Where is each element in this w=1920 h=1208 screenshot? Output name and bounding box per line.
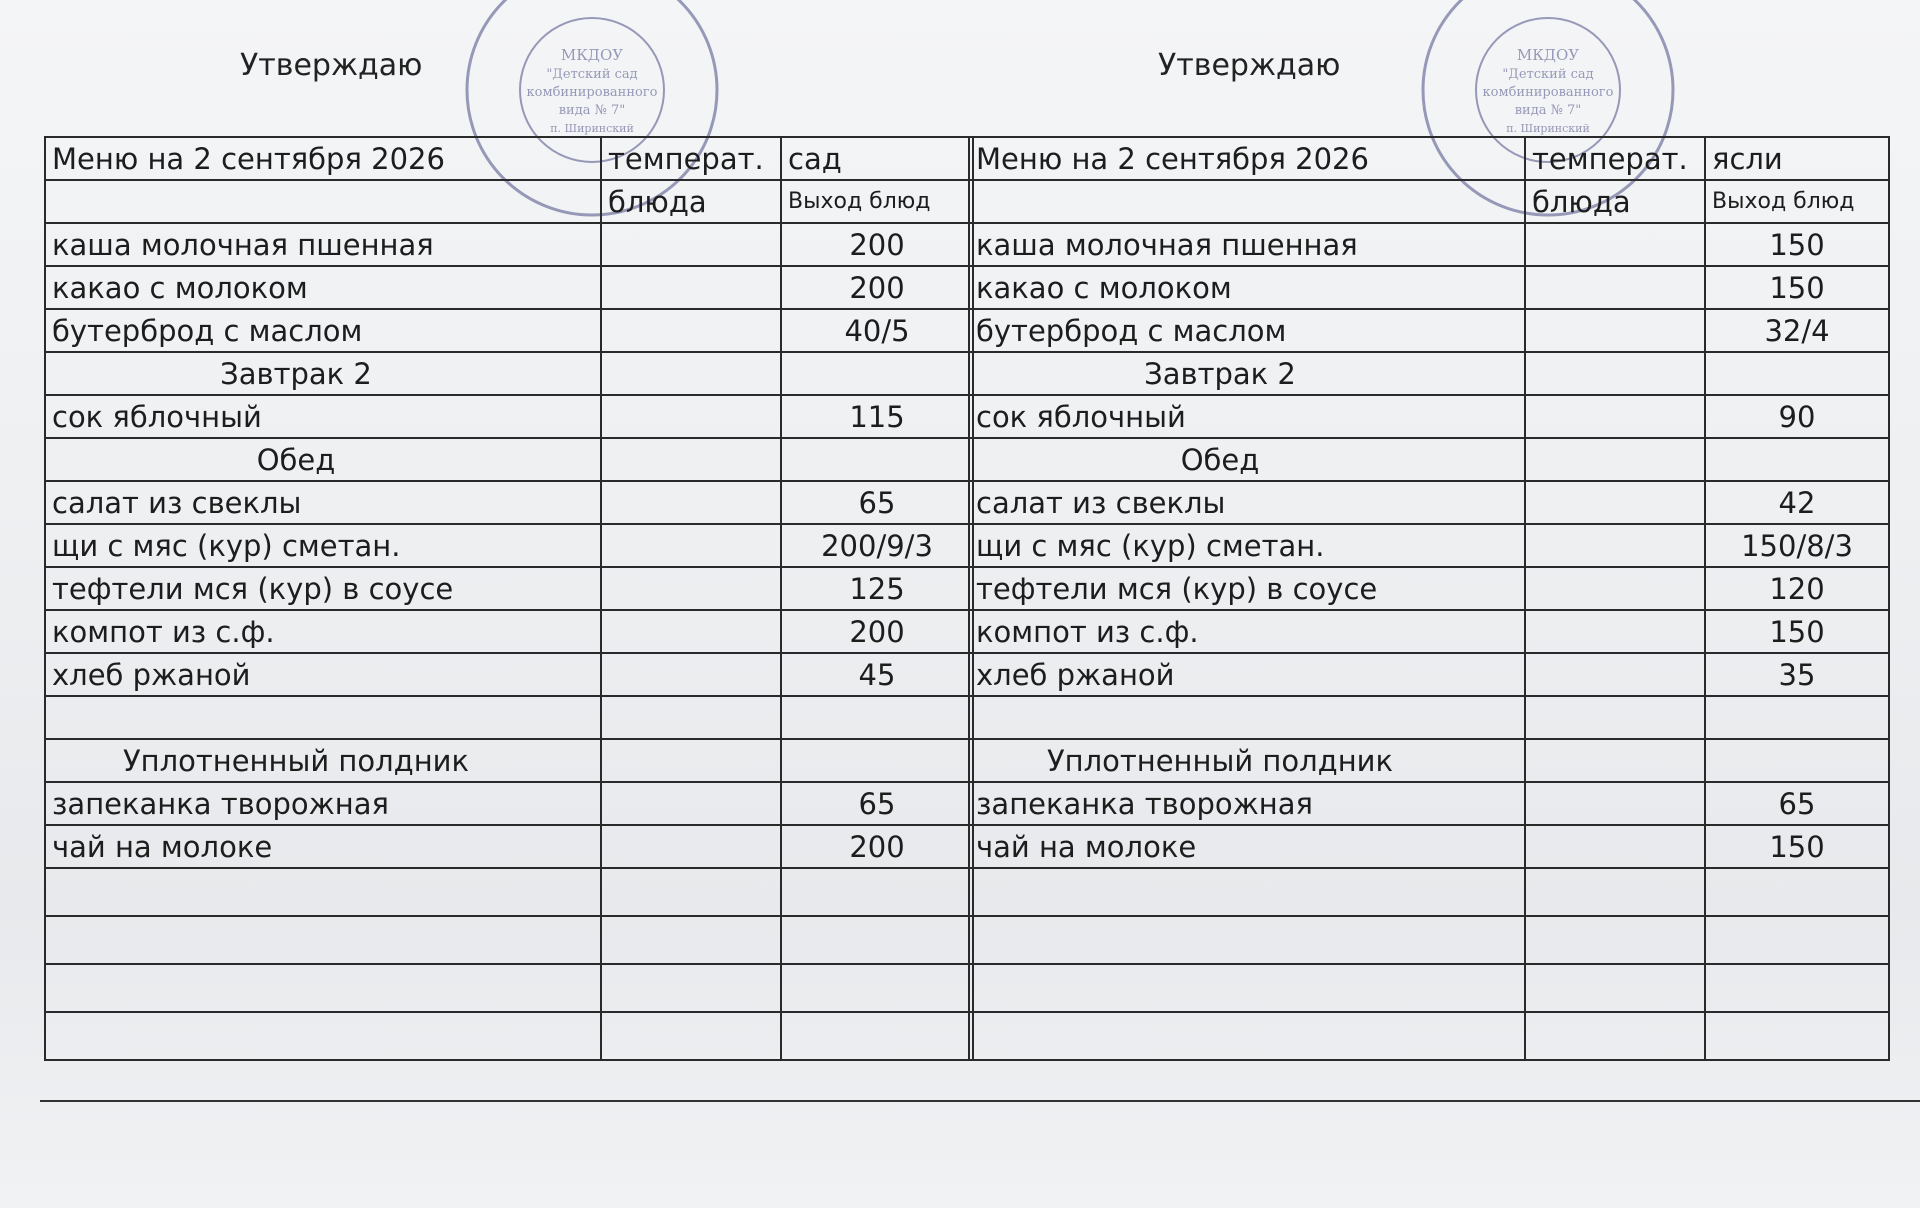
dish-name: салат из свеклы [45, 481, 601, 524]
section-title: Обед [45, 438, 601, 481]
table-row [969, 481, 1889, 524]
stamp-line: вида № 7" [558, 103, 626, 118]
dish-yield [781, 696, 973, 739]
dish-temp [1525, 395, 1705, 438]
table-row [969, 1012, 1889, 1060]
table-row [45, 438, 973, 481]
dish-name [969, 696, 1525, 739]
dish-temp [601, 610, 781, 653]
dish-temp [601, 782, 781, 825]
stamp-line: вида № 7" [1514, 103, 1582, 118]
dish-yield: 32/4 [1705, 309, 1889, 352]
table-row [45, 309, 973, 352]
table-row [45, 868, 973, 916]
empty-cell [781, 739, 973, 782]
empty-cell [601, 438, 781, 481]
dish-name: какао с молоком [969, 266, 1525, 309]
header-row [45, 137, 973, 180]
dish-yield [781, 1012, 973, 1060]
dish-name: чай на молоке [45, 825, 601, 868]
dish-yield: 115 [781, 395, 973, 438]
dish-temp [1525, 223, 1705, 266]
stamp-line: "Детский сад [1502, 67, 1594, 82]
dish-name [45, 1012, 601, 1060]
dish-name: компот из с.ф. [45, 610, 601, 653]
dish-temp [601, 524, 781, 567]
dish-name: тефтели мся (кур) в соусе [969, 567, 1525, 610]
table-row [969, 309, 1889, 352]
table-row [969, 524, 1889, 567]
dish-name: запеканка творожная [969, 782, 1525, 825]
dish-temp [601, 825, 781, 868]
dish-yield: 200/9/3 [781, 524, 973, 567]
dish-yield: 35 [1705, 653, 1889, 696]
dish-yield: 150 [1705, 610, 1889, 653]
dish-name: щи с мяс (кур) сметан. [969, 524, 1525, 567]
stamp-line: комбинированного [526, 85, 658, 100]
menu-table-nursery [968, 136, 1890, 1061]
table-row [45, 653, 973, 696]
dish-temp [601, 964, 781, 1012]
table-row [45, 524, 973, 567]
empty-cell [45, 180, 601, 223]
dish-name: чай на молоке [969, 825, 1525, 868]
header-row [45, 180, 973, 223]
table-row [45, 825, 973, 868]
dish-yield: 150 [1705, 825, 1889, 868]
table-row [45, 352, 973, 395]
dish-yield: 40/5 [781, 309, 973, 352]
menu-title: Меню на 2 сентября 2026 [45, 137, 601, 180]
dish-yield: 150/8/3 [1705, 524, 1889, 567]
dish-name: сок яблочный [969, 395, 1525, 438]
dish-name [969, 1012, 1525, 1060]
dish-yield: 125 [781, 567, 973, 610]
dish-name [969, 964, 1525, 1012]
section-title: Обед [969, 438, 1525, 481]
stamp-line: комбинированного [1482, 85, 1614, 100]
dish-name [45, 916, 601, 964]
empty-cell [1705, 438, 1889, 481]
table-row [45, 223, 973, 266]
dish-name: каша молочная пшенная [45, 223, 601, 266]
dish-temp [601, 868, 781, 916]
header-row [969, 180, 1889, 223]
table-row [969, 438, 1889, 481]
dish-temp [601, 481, 781, 524]
dish-name: запеканка творожная [45, 782, 601, 825]
section-title: Уплотненный полдник [969, 739, 1525, 782]
dish-yield: 65 [1705, 782, 1889, 825]
dish-yield [781, 964, 973, 1012]
stamp-line: МКДОУ [560, 46, 624, 64]
dish-yield [1705, 964, 1889, 1012]
approve-label-right: Утверждаю [1158, 48, 1341, 83]
table-row [969, 352, 1889, 395]
dish-temp [1525, 266, 1705, 309]
dish-yield: 45 [781, 653, 973, 696]
dish-temp [1525, 524, 1705, 567]
dish-name: бутерброд с маслом [969, 309, 1525, 352]
table-row [45, 964, 973, 1012]
table-row [45, 696, 973, 739]
dish-yield: 90 [1705, 395, 1889, 438]
dish-yield: 200 [781, 825, 973, 868]
approve-label-left: Утверждаю [240, 48, 423, 83]
yield-header: Выход блюд [1705, 180, 1889, 223]
empty-cell [1705, 352, 1889, 395]
temp-header-sub: блюда [1525, 180, 1705, 223]
dish-yield: 200 [781, 223, 973, 266]
dish-yield [1705, 1012, 1889, 1060]
dish-temp [1525, 964, 1705, 1012]
dish-yield: 42 [1705, 481, 1889, 524]
dish-temp [601, 309, 781, 352]
table-row [969, 782, 1889, 825]
table-row [45, 266, 973, 309]
temp-header-sub: блюда [601, 180, 781, 223]
dish-yield: 120 [1705, 567, 1889, 610]
table-row [45, 567, 973, 610]
page-bottom-rule [40, 1100, 1920, 1102]
dish-yield [781, 868, 973, 916]
dish-yield: 65 [781, 782, 973, 825]
empty-cell [781, 438, 973, 481]
yield-header: Выход блюд [781, 180, 973, 223]
dish-temp [1525, 696, 1705, 739]
empty-cell [1525, 739, 1705, 782]
empty-cell [781, 352, 973, 395]
section-title: Завтрак 2 [969, 352, 1525, 395]
table-row [969, 223, 1889, 266]
dish-name: щи с мяс (кур) сметан. [45, 524, 601, 567]
menu-table-garden [44, 136, 974, 1061]
dish-name [45, 868, 601, 916]
dish-name: тефтели мся (кур) в соусе [45, 567, 601, 610]
dish-name [969, 916, 1525, 964]
table-row [969, 739, 1889, 782]
stamp-line: п. Ширинский [550, 122, 634, 135]
table-row [969, 868, 1889, 916]
table-row [969, 395, 1889, 438]
table-row [969, 916, 1889, 964]
table-row [45, 916, 973, 964]
table-row [969, 696, 1889, 739]
empty-cell [1525, 352, 1705, 395]
table-row [969, 610, 1889, 653]
stamp-line: МКДОУ [1516, 46, 1580, 64]
group-header: сад [781, 137, 973, 180]
dish-yield: 200 [781, 610, 973, 653]
menu-title: Меню на 2 сентября 2026 [969, 137, 1525, 180]
dish-temp [1525, 782, 1705, 825]
table-row [45, 782, 973, 825]
empty-cell [969, 180, 1525, 223]
dish-yield [1705, 916, 1889, 964]
stamp-line: п. Ширинский [1506, 122, 1590, 135]
dish-yield: 200 [781, 266, 973, 309]
table-row [45, 739, 973, 782]
empty-cell [1705, 739, 1889, 782]
temp-header: температ. [1525, 137, 1705, 180]
table-row [969, 567, 1889, 610]
dish-name: компот из с.ф. [969, 610, 1525, 653]
dish-name [969, 868, 1525, 916]
dish-name [45, 696, 601, 739]
dish-yield: 65 [781, 481, 973, 524]
table-row [969, 653, 1889, 696]
dish-temp [1525, 1012, 1705, 1060]
section-title: Уплотненный полдник [45, 739, 601, 782]
table-row [969, 825, 1889, 868]
dish-temp [1525, 309, 1705, 352]
dish-temp [601, 567, 781, 610]
table-row [969, 266, 1889, 309]
dish-name: сок яблочный [45, 395, 601, 438]
dish-temp [1525, 916, 1705, 964]
dish-yield: 150 [1705, 223, 1889, 266]
dish-name: каша молочная пшенная [969, 223, 1525, 266]
table-row [45, 395, 973, 438]
dish-name: салат из свеклы [969, 481, 1525, 524]
dish-name [45, 964, 601, 1012]
dish-temp [601, 1012, 781, 1060]
dish-temp [1525, 868, 1705, 916]
empty-cell [601, 352, 781, 395]
group-header: ясли [1705, 137, 1889, 180]
temp-header: температ. [601, 137, 781, 180]
dish-temp [601, 653, 781, 696]
dish-temp [1525, 610, 1705, 653]
dish-temp [1525, 825, 1705, 868]
dish-yield [1705, 696, 1889, 739]
dish-yield [781, 916, 973, 964]
dish-yield [1705, 868, 1889, 916]
stamp-line: "Детский сад [546, 67, 638, 82]
dish-temp [1525, 481, 1705, 524]
dish-yield: 150 [1705, 266, 1889, 309]
dish-temp [601, 266, 781, 309]
dish-name: хлеб ржаной [45, 653, 601, 696]
dish-temp [1525, 653, 1705, 696]
dish-temp [601, 696, 781, 739]
table-row [969, 964, 1889, 1012]
dish-name: хлеб ржаной [969, 653, 1525, 696]
dish-temp [601, 916, 781, 964]
dish-temp [601, 223, 781, 266]
dish-temp [601, 395, 781, 438]
header-row [969, 137, 1889, 180]
table-row [45, 481, 973, 524]
table-row [45, 610, 973, 653]
section-title: Завтрак 2 [45, 352, 601, 395]
empty-cell [1525, 438, 1705, 481]
dish-temp [1525, 567, 1705, 610]
dish-name: бутерброд с маслом [45, 309, 601, 352]
empty-cell [601, 739, 781, 782]
dish-name: какао с молоком [45, 266, 601, 309]
table-row [45, 1012, 973, 1060]
